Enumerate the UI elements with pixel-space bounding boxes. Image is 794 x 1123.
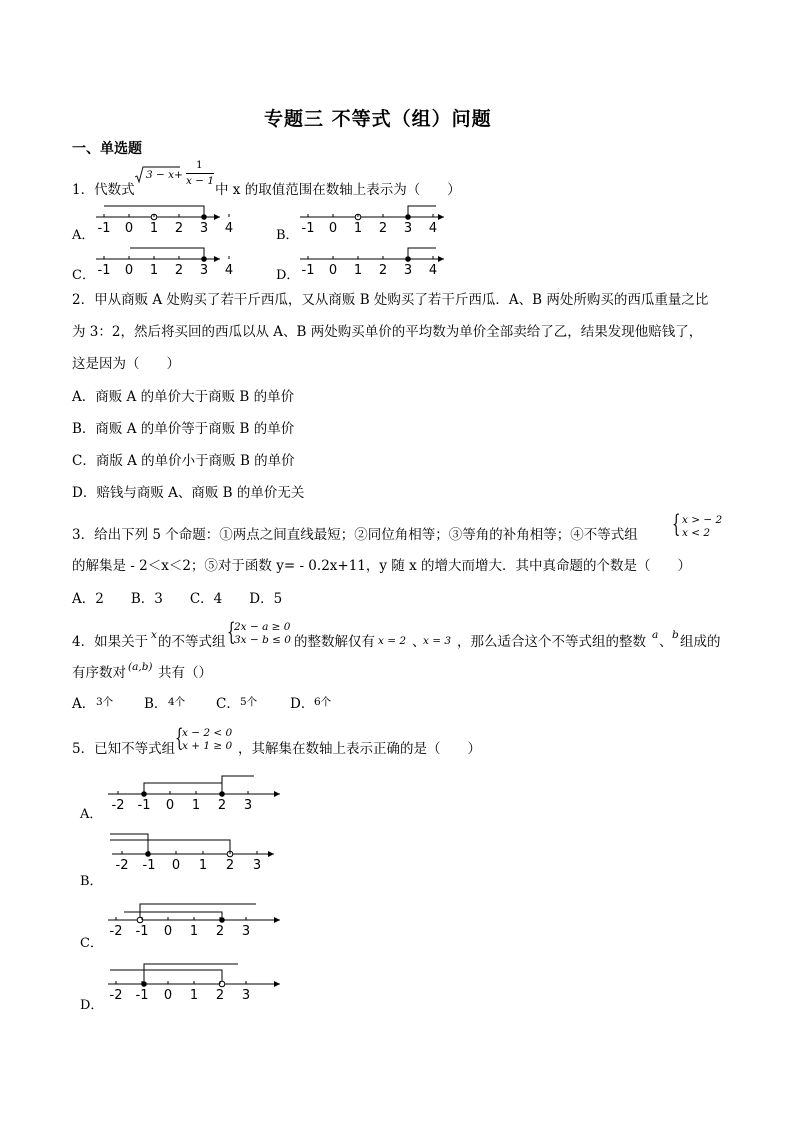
axis-arrow-icon: [268, 851, 274, 857]
q4-option-c-label: C．: [216, 696, 240, 712]
axis-arrow-icon: [438, 214, 444, 220]
tick-label: -1: [301, 221, 315, 236]
q4-option-c-value: 5个: [240, 696, 258, 708]
q4-system-line2: 3x − b ≤ 0: [234, 634, 291, 646]
solution-bracket: [144, 783, 222, 794]
tick-label: -1: [135, 924, 149, 939]
q5-option-c-label: C．: [80, 936, 103, 951]
tick-label: 0: [163, 924, 173, 939]
q3-options: A．2 B．3 C．4 D．5: [72, 591, 283, 607]
q4-mid: 的不等式组: [158, 634, 226, 650]
tick-label: 0: [124, 263, 134, 278]
q1-sqrt-expr: 3 − x: [146, 169, 175, 181]
q1-option-c-label: C．: [72, 268, 95, 283]
solution-ray: [110, 970, 222, 984]
tick-label: 2: [378, 221, 388, 236]
q4-line2-suffix: 共有（）: [158, 665, 212, 681]
q1-fraction: [186, 160, 214, 190]
tick-label: -1: [301, 263, 315, 278]
tick-label: 2: [174, 221, 184, 236]
q1-frac-num: 1: [196, 159, 203, 171]
q1-option-d-numberline: [296, 246, 446, 278]
tick-label: 0: [171, 858, 181, 873]
tick-label: 2: [378, 263, 388, 278]
q1-option-d-label: D．: [276, 268, 300, 283]
axis-arrow-icon: [214, 256, 220, 262]
tick-label: 4: [224, 263, 234, 278]
solution-ray: [144, 964, 238, 984]
tick-label: -2: [111, 798, 125, 813]
tick-label: 3: [403, 263, 413, 278]
fraction-bar: [186, 173, 214, 174]
tick-label: -2: [115, 858, 129, 873]
tick-label: 1: [189, 924, 199, 939]
q2-option-c: C．商版 A 的单价小于商贩 B 的单价: [72, 453, 295, 469]
tick-label: 1: [149, 221, 159, 236]
tick-label: 4: [428, 263, 438, 278]
tick-label: -1: [97, 221, 111, 236]
q4-option-b-label: B．: [144, 696, 168, 712]
q1-prefix: 1．代数式: [72, 182, 135, 198]
tick-label: -1: [135, 988, 149, 1003]
tick-label: 1: [189, 988, 199, 1003]
q1-option-a-label: A．: [72, 228, 95, 243]
tick-label: 0: [328, 263, 338, 278]
q2-option-b: B．商贩 A 的单价等于商贩 B 的单价: [72, 421, 295, 437]
solution-ray: [408, 206, 436, 217]
tick-label: 4: [224, 221, 234, 236]
axis-arrow-icon: [214, 214, 220, 220]
axis-arrow-icon: [274, 981, 280, 987]
tick-label: 1: [353, 221, 363, 236]
q5-system-line2: x + 1 ≥ 0: [182, 740, 233, 752]
closed-point: [145, 851, 151, 857]
q4-option-b-value: 4个: [168, 696, 186, 708]
tick-label: -1: [137, 798, 151, 813]
q4-sep: 、: [412, 634, 426, 650]
q4-var-b: b: [672, 629, 679, 641]
q3-line2: 的解集是 - 2＜x＜2；⑤对于函数 y= - 0.2x+11，y 随 x 的增大而增大．其中真命题的个数是（ ）: [72, 558, 691, 574]
q2-option-a: A．商贩 A 的单价大于商贩 B 的单价: [72, 389, 295, 405]
q1-option-b-label: B．: [276, 228, 299, 243]
tick-label: -2: [109, 988, 123, 1003]
q4-line2-prefix: 有序数对: [72, 665, 126, 681]
q1-suffix: 中 x 的取值范围在数轴上表示为（ ）: [215, 182, 461, 198]
tick-label: 0: [124, 221, 134, 236]
q4-pair: (a,b): [128, 661, 153, 673]
q4-text2: ，那么适合这个不等式组的整数: [457, 634, 646, 650]
q2-line3: 这是因为（ ）: [72, 356, 180, 372]
solution-ray: [110, 834, 148, 854]
tick-label: 2: [225, 858, 235, 873]
q5-option-a-label: A．: [80, 807, 103, 822]
q3-system-line2: x < 2: [682, 527, 711, 539]
tick-label: 0: [328, 221, 338, 236]
q4-sep2: 、: [659, 634, 673, 650]
solution-ray: [408, 248, 436, 259]
q2-option-d: D．赔钱与商贩 A、商贩 B 的单价无关: [72, 485, 305, 501]
q2-line1: 2．甲从商贩 A 处购买了若干斤西瓜，又从商贩 B 处购买了若干斤西瓜．A、B 两处所购买的西瓜重量之比: [72, 292, 709, 308]
tick-label: 3: [243, 798, 253, 813]
q4-text3: 组成的: [680, 634, 721, 650]
tick-label: 1: [353, 263, 363, 278]
q1-plus: +: [174, 169, 183, 181]
tick-label: 2: [215, 924, 225, 939]
tick-label: 4: [428, 221, 438, 236]
tick-label: 3: [252, 858, 262, 873]
axis-arrow-icon: [274, 791, 280, 797]
q5-option-b-label: B．: [80, 874, 103, 889]
q5-option-d-numberline: [104, 962, 284, 1002]
q4-var-x: x: [151, 629, 157, 641]
q4-eq2: x = 3: [423, 635, 452, 647]
tick-label: 3: [241, 988, 251, 1003]
q4-option-a-label: A．: [72, 696, 96, 712]
tick-label: 0: [163, 988, 173, 1003]
q5-suffix: ，其解集在数轴上表示正确的是（ ）: [238, 741, 481, 757]
brace-icon: {: [175, 724, 184, 752]
q4-system-line1: 2x − a ≥ 0: [234, 621, 291, 633]
solution-ray: [130, 248, 204, 259]
q4-prefix: 4．如果关于: [72, 634, 149, 650]
q4-var-a: a: [652, 629, 659, 641]
solution-ray: [110, 840, 230, 854]
tick-label: -2: [109, 924, 123, 939]
tick-label: 1: [191, 798, 201, 813]
brace-icon: {: [227, 618, 236, 646]
brace-icon: {: [672, 510, 681, 538]
q2-line2: 为 3：2，然后将买回的西瓜以从 A、B 两处购买单价的平均数为单价全部卖给了乙，结果发现他赔钱了，: [72, 324, 703, 340]
q1-option-c-numberline: [92, 246, 234, 278]
axis-arrow-icon: [274, 917, 280, 923]
axis-arrow-icon: [438, 256, 444, 262]
q1-option-a-numberline: [92, 204, 234, 236]
q5-prefix: 5．已知不等式组: [72, 741, 176, 757]
q4-eq1: x = 2: [378, 635, 407, 647]
tick-label: 2: [217, 798, 227, 813]
q1-frac-den: x − 1: [186, 175, 215, 187]
tick-label: 3: [403, 221, 413, 236]
page-title: 专题三 不等式（组）问题: [264, 108, 492, 130]
solution-ray: [222, 776, 254, 794]
q5-option-d-label: D．: [80, 998, 104, 1013]
q5-option-a-numberline: [104, 772, 284, 812]
q1-option-b-numberline: [296, 204, 446, 236]
tick-label: 2: [174, 263, 184, 278]
tick-label: 1: [198, 858, 208, 873]
tick-label: -1: [142, 858, 156, 873]
q3-system-line1: x > − 2: [682, 514, 723, 526]
q4-option-d-label: D．: [290, 696, 315, 712]
tick-label: 2: [215, 988, 225, 1003]
q5-option-c-numberline: [104, 898, 284, 938]
q4-option-d-value: 6个: [314, 696, 332, 708]
tick-label: 3: [241, 924, 251, 939]
tick-label: 3: [199, 263, 209, 278]
tick-label: 3: [199, 221, 209, 236]
tick-label: 1: [149, 263, 159, 278]
q3-line1: 3．给出下列 5 个命题：①两点之间直线最短；②同位角相等；③等角的补角相等；④不等式组: [72, 527, 638, 543]
tick-label: 0: [165, 798, 175, 813]
q5-option-b-numberline: [108, 832, 288, 872]
q4-option-a-value: 3个: [96, 696, 114, 708]
section-heading: 一、单选题: [72, 141, 142, 157]
tick-label: -1: [97, 263, 111, 278]
q5-system-line1: x − 2 < 0: [182, 727, 233, 739]
q4-text1: 的整数解仅有: [294, 634, 375, 650]
